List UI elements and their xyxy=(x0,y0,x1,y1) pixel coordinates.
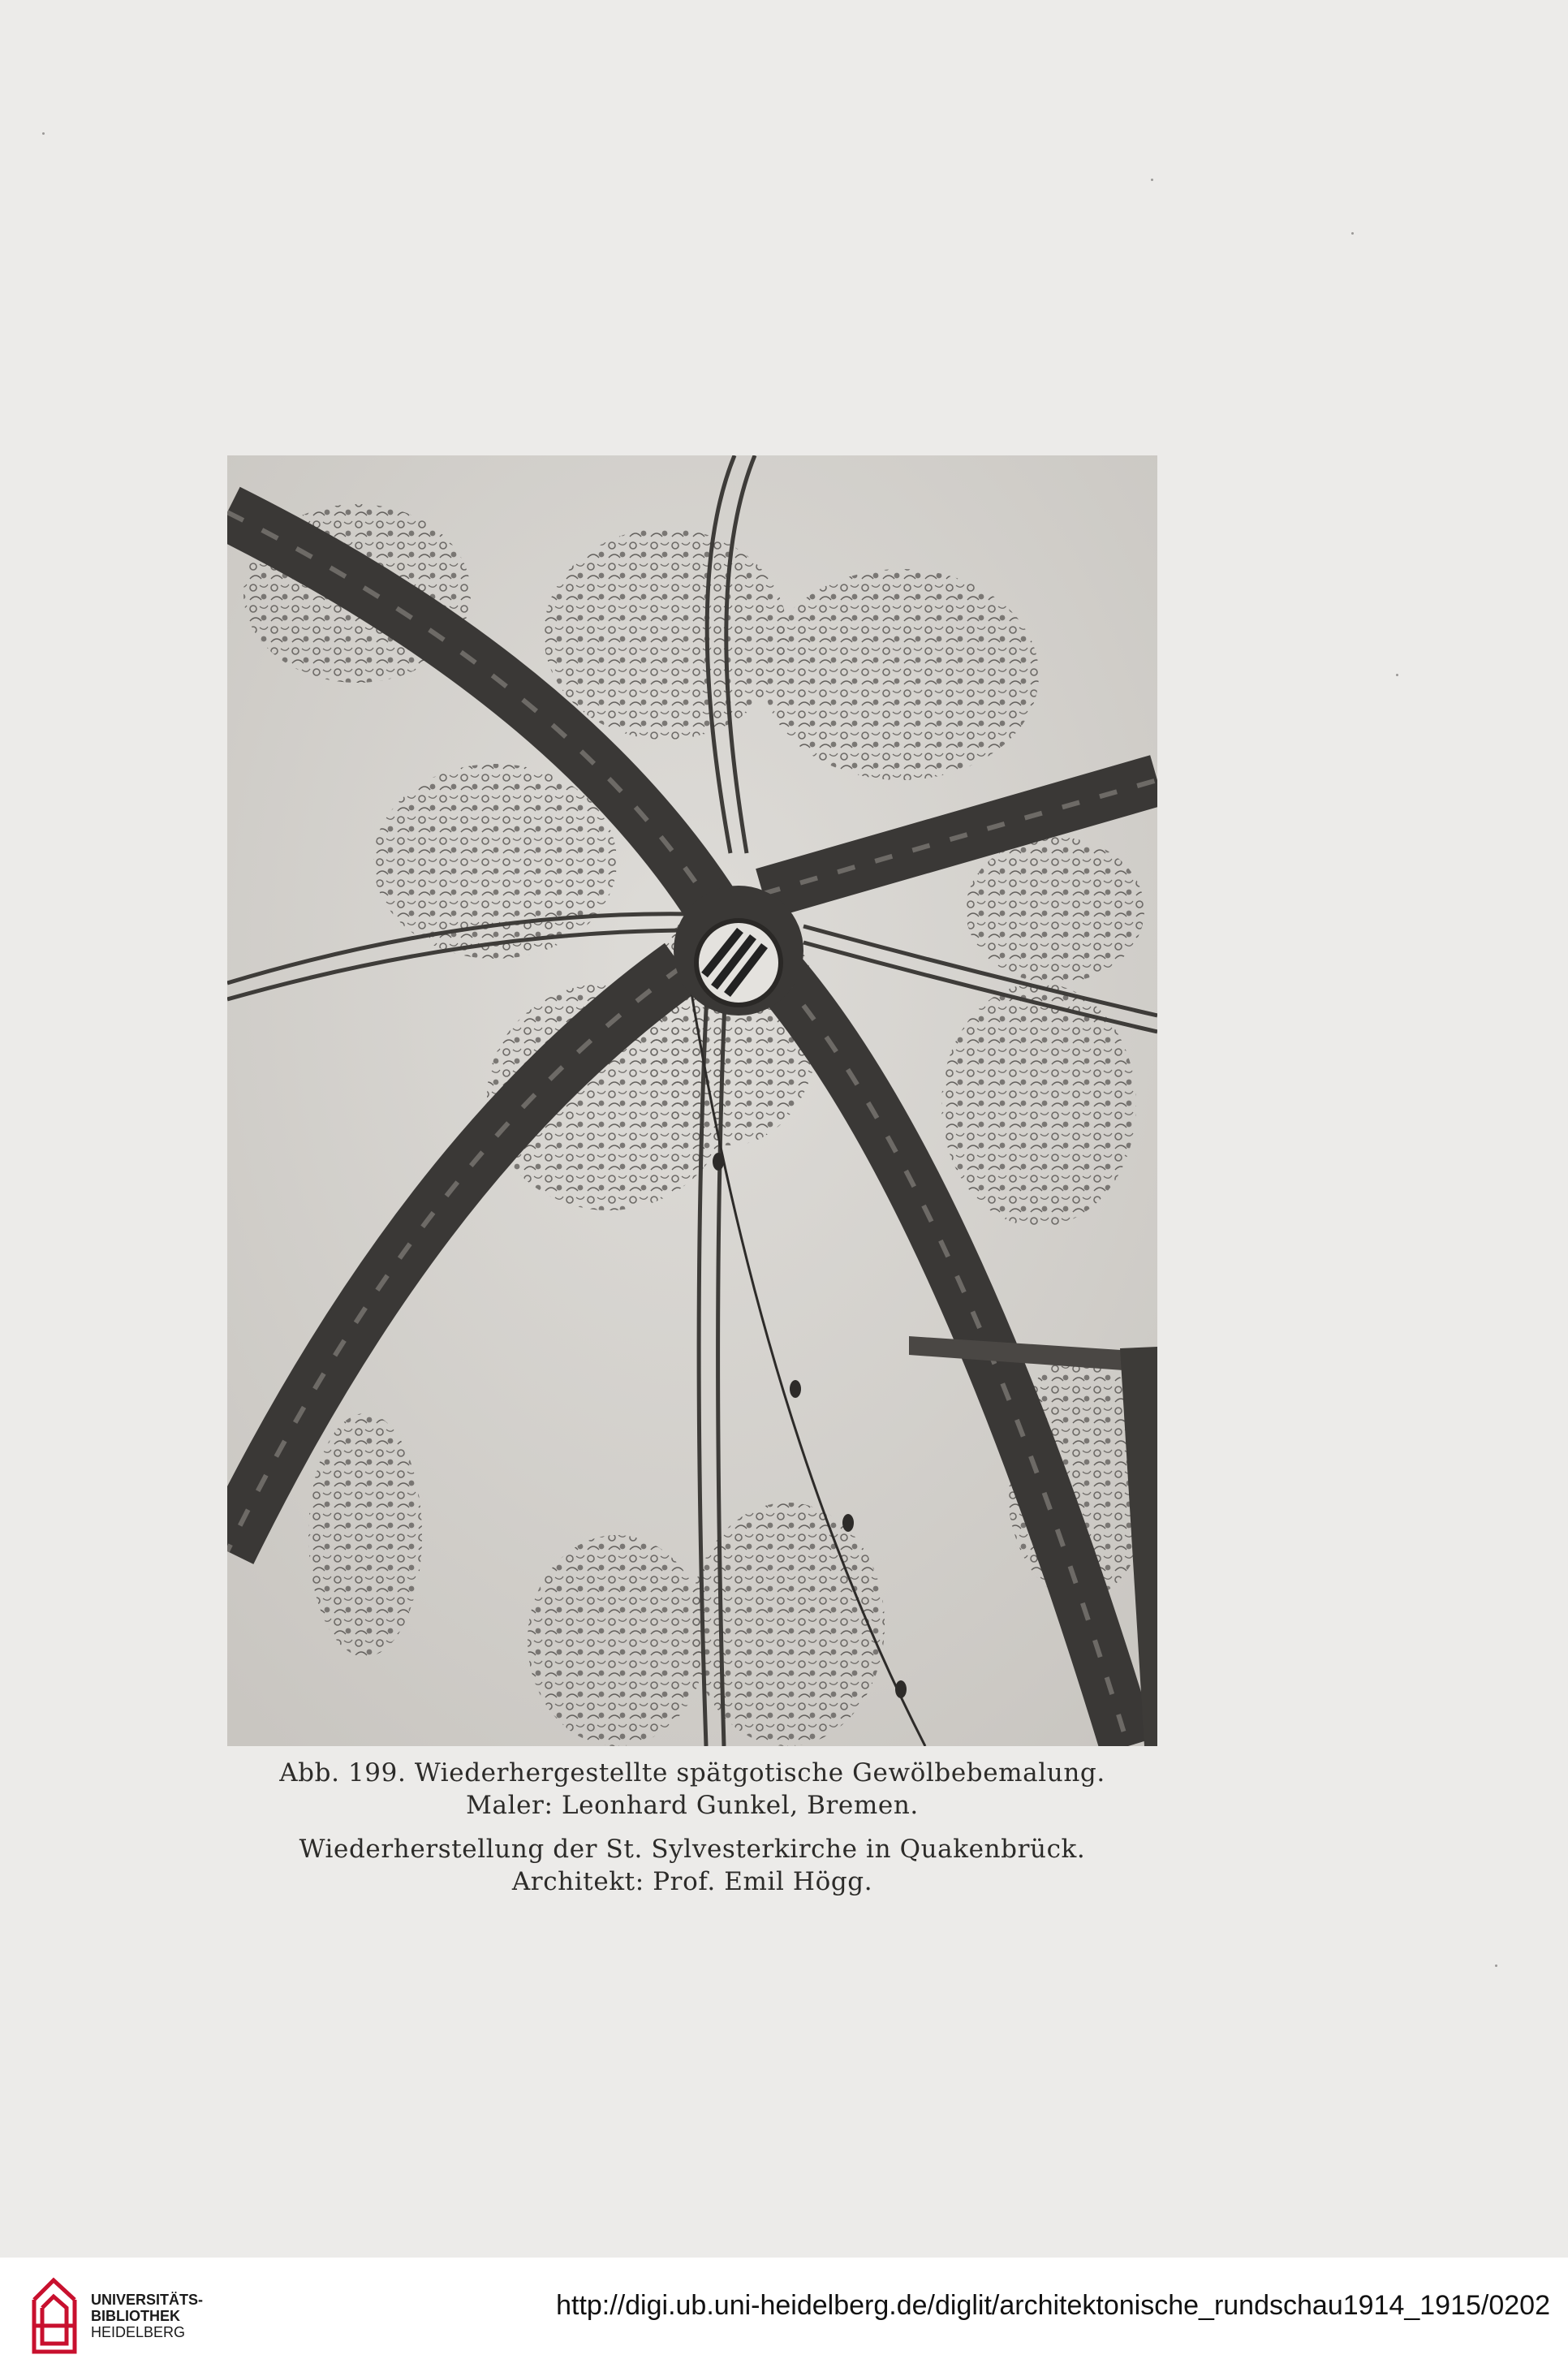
vault-ceiling-illustration xyxy=(227,455,1157,1746)
source-url-link[interactable]: http://digi.ub.uni-heidelberg.de/diglit/architektonische_rundschau1914_1915/0202 xyxy=(556,2290,1550,2321)
library-footer xyxy=(0,2258,1568,2372)
library-name-line-2: BIBLIOTHEK xyxy=(91,2308,180,2324)
paper-speck xyxy=(1396,674,1398,676)
caption-line-3: Wiederherstellung der St. Sylvesterkirche in Quakenbrück. xyxy=(299,1835,1086,1864)
paper-speck xyxy=(1495,1964,1497,1967)
library-name-line-1: UNIVERSITÄTS- xyxy=(91,2292,204,2308)
heidelberg-library-logo-icon xyxy=(29,2275,80,2357)
paper-speck xyxy=(1151,179,1153,181)
caption-line-2: Maler: Leonhard Gunkel, Bremen. xyxy=(466,1791,919,1820)
vault-photograph xyxy=(227,455,1157,1746)
library-name xyxy=(91,2292,203,2340)
caption-line-4: Architekt: Prof. Emil Högg. xyxy=(511,1867,873,1896)
paper-speck xyxy=(42,132,45,135)
library-name-line-3: HEIDELBERG xyxy=(91,2324,186,2340)
caption-line-1: Abb. 199. Wiederhergestellte spätgotische Gewölbebemalung. xyxy=(279,1758,1105,1788)
paper-speck xyxy=(1351,232,1354,235)
